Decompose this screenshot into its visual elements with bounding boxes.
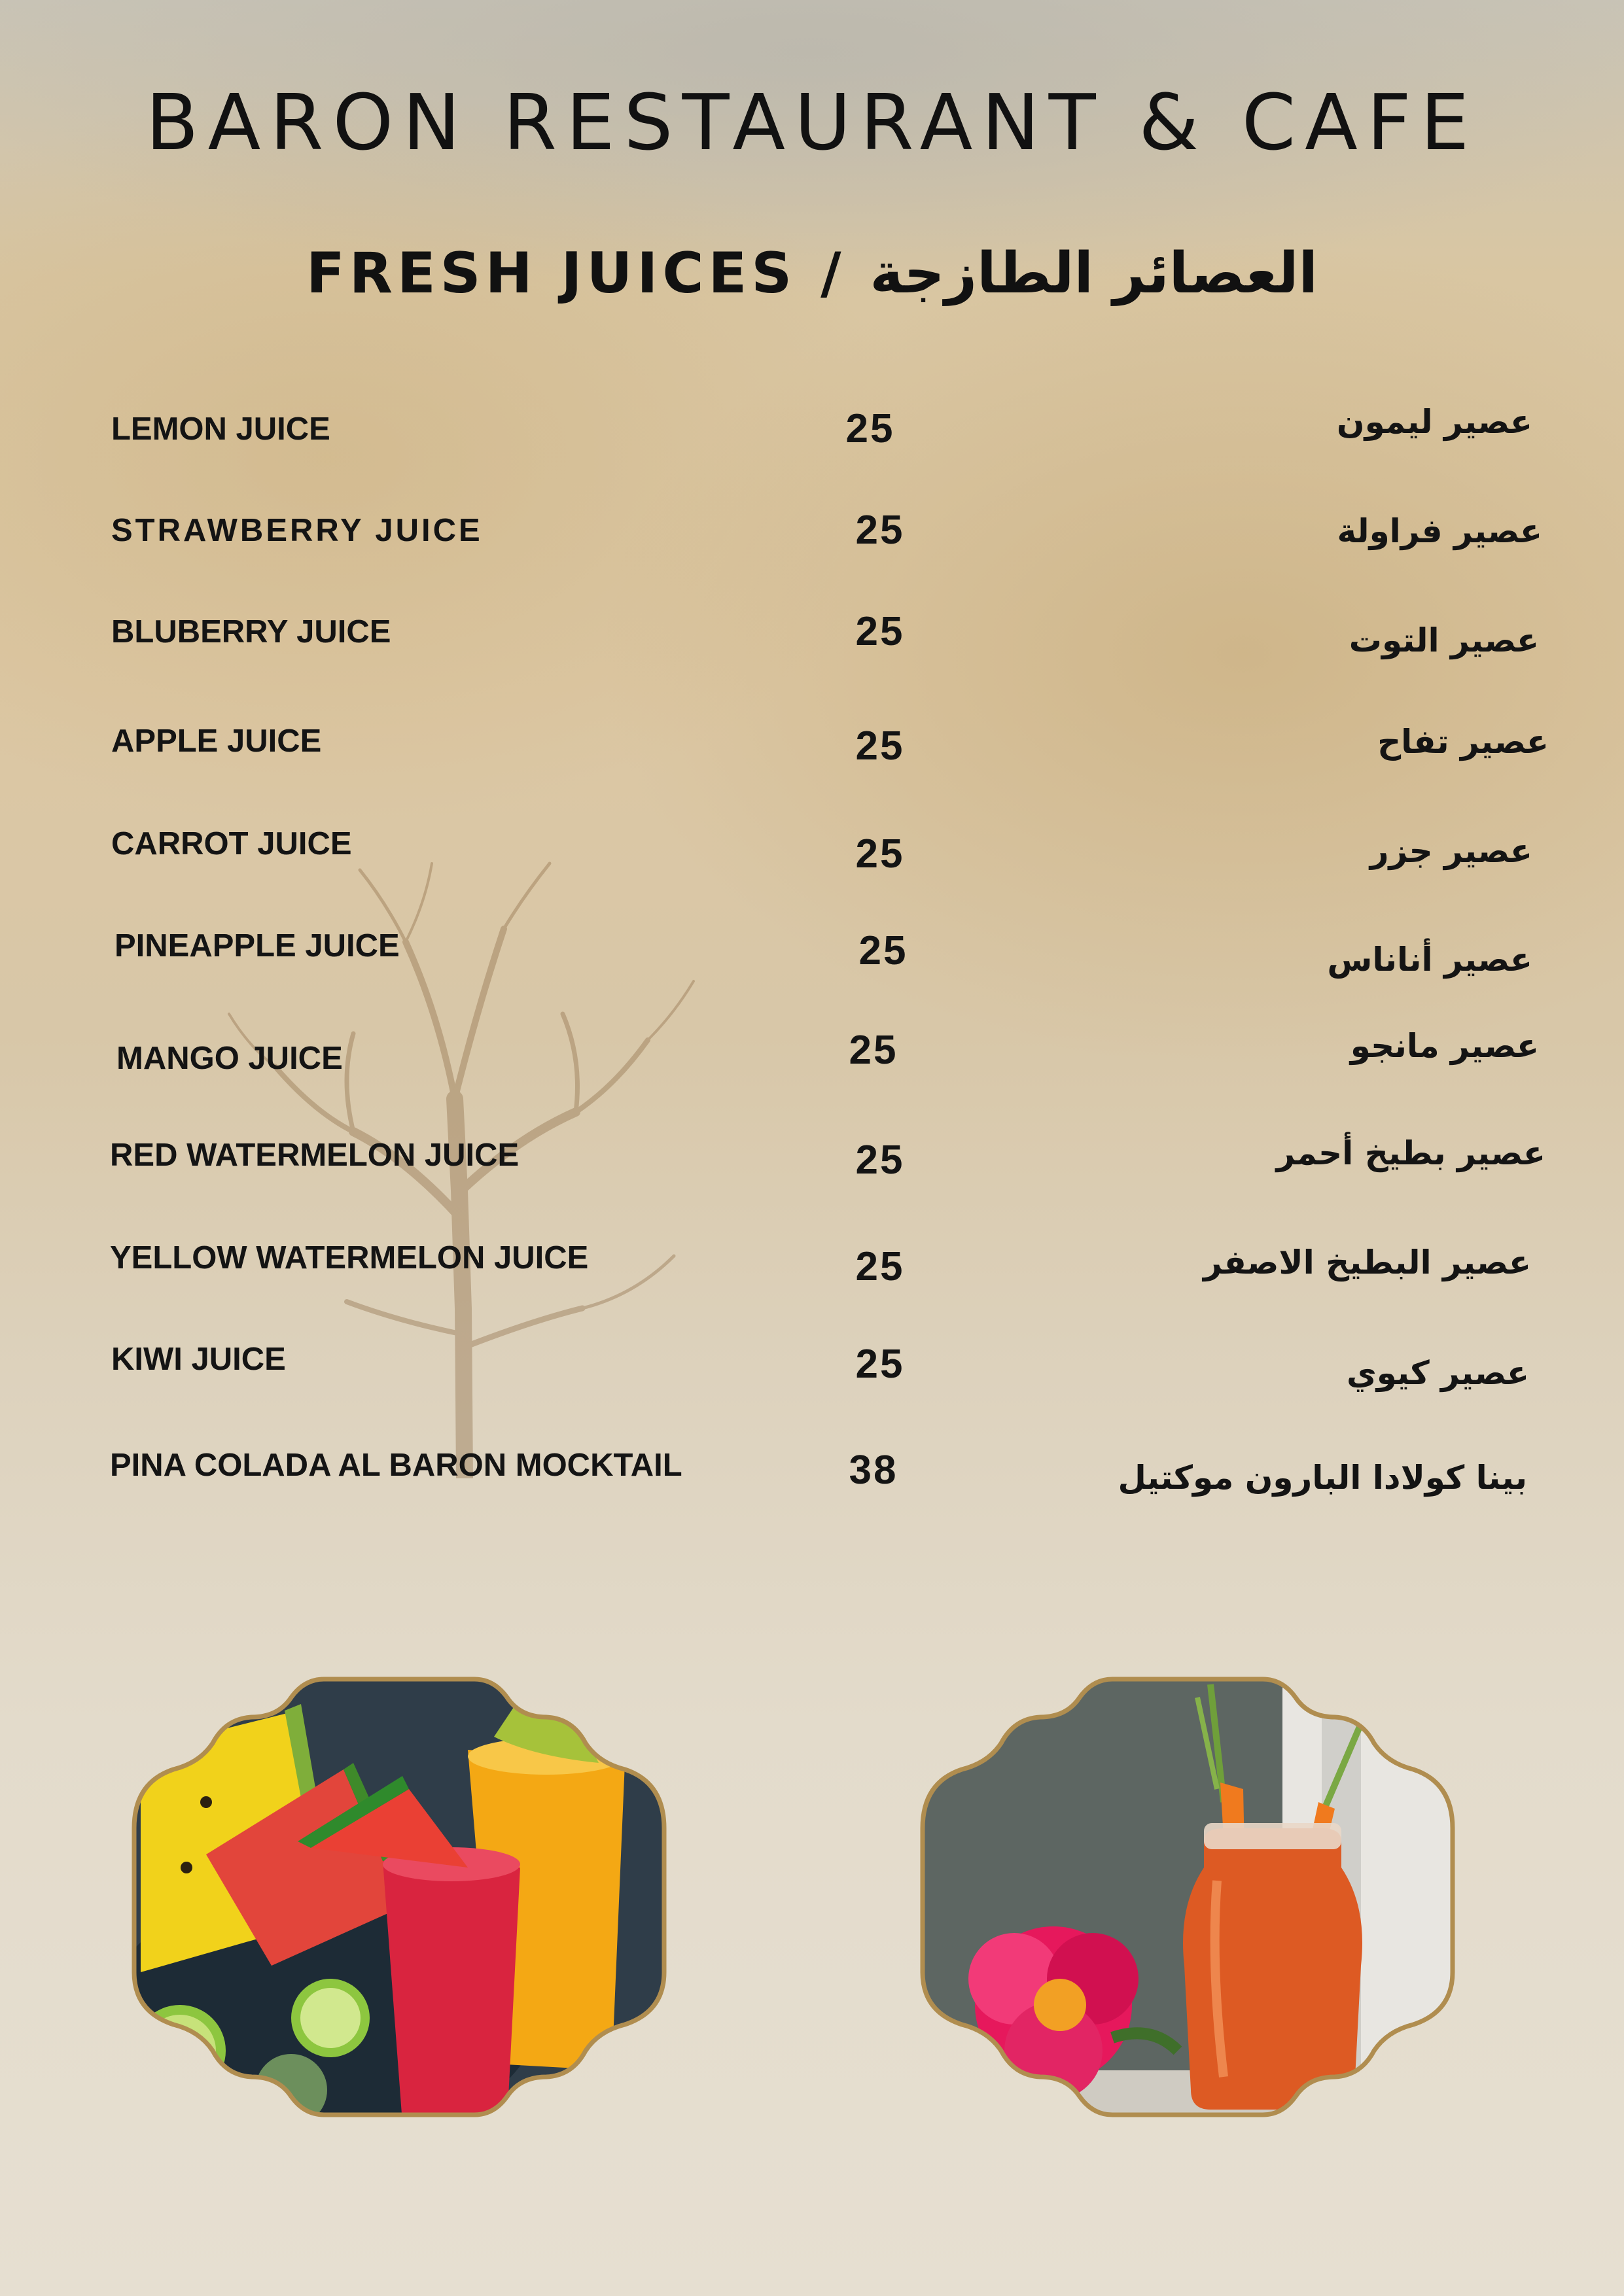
item-price: 25: [845, 406, 895, 451]
item-name-ar: عصير أناناس: [1327, 941, 1532, 979]
item-name-en: RED WATERMELON JUICE: [110, 1138, 520, 1173]
item-price: 25: [855, 831, 905, 877]
menu-item: [0, 403, 1624, 476]
item-price: 25: [849, 1028, 898, 1073]
item-price: 25: [855, 1342, 905, 1387]
item-name-en: PINA COLADA AL BARON MOCKTAIL: [110, 1448, 682, 1483]
item-price: 38: [849, 1448, 898, 1493]
item-name-en: APPLE JUICE: [111, 723, 322, 759]
item-name-ar: بينا كولادا البارون موكتيل: [1118, 1459, 1527, 1497]
item-name-ar: عصير جزر: [1369, 832, 1532, 870]
item-name-en: YELLOW WATERMELON JUICE: [110, 1240, 589, 1276]
menu-item: [0, 1134, 1624, 1202]
menu-item: [0, 928, 1624, 993]
item-price: 25: [855, 508, 905, 553]
fruit-juice-photo: [128, 1671, 671, 2123]
item-name-ar: عصير تفاح: [1377, 723, 1549, 761]
item-name-en: CARROT JUICE: [111, 826, 352, 861]
item-name-ar: عصير بطيخ أحمر: [1276, 1134, 1545, 1172]
item-name-ar: عصير البطيخ الاصفر: [1203, 1244, 1531, 1281]
item-name-en: MANGO JUICE: [116, 1041, 343, 1076]
menu-item: [0, 1240, 1624, 1305]
item-name-en: STRAWBERRY JUICE: [111, 513, 483, 548]
item-name-ar: عصير فراولة: [1337, 512, 1542, 550]
item-name-ar: عصير مانجو: [1350, 1027, 1539, 1065]
item-name-en: KIWI JUICE: [111, 1342, 286, 1377]
item-price: 25: [855, 1138, 905, 1183]
menu-item: [0, 508, 1624, 578]
item-price: 25: [855, 1244, 905, 1289]
item-name-en: BLUBERRY JUICE: [111, 614, 391, 650]
item-name-ar: عصير كيوي: [1346, 1354, 1529, 1392]
menu-item: [0, 1027, 1624, 1105]
item-price: 25: [858, 928, 908, 973]
section-title: FRESH JUICES / العصائر الطازجة: [306, 241, 1318, 306]
menu-item: [0, 1447, 1624, 1512]
menu-item: [0, 723, 1624, 788]
item-price: 25: [855, 723, 905, 769]
item-price: 25: [855, 609, 905, 654]
item-name-en: PINEAPPLE JUICE: [115, 928, 400, 964]
item-name-en: LEMON JUICE: [111, 411, 330, 447]
carrot-juice-photo: [916, 1671, 1459, 2123]
item-name-ar: عصير ليمون: [1336, 403, 1532, 441]
restaurant-name: BARON RESTAURANT & CAFE: [145, 77, 1479, 167]
item-name-ar: عصير التوت: [1349, 621, 1539, 659]
menu-item: [0, 826, 1624, 891]
menu-item: [0, 1341, 1624, 1406]
menu-item: [0, 609, 1624, 679]
